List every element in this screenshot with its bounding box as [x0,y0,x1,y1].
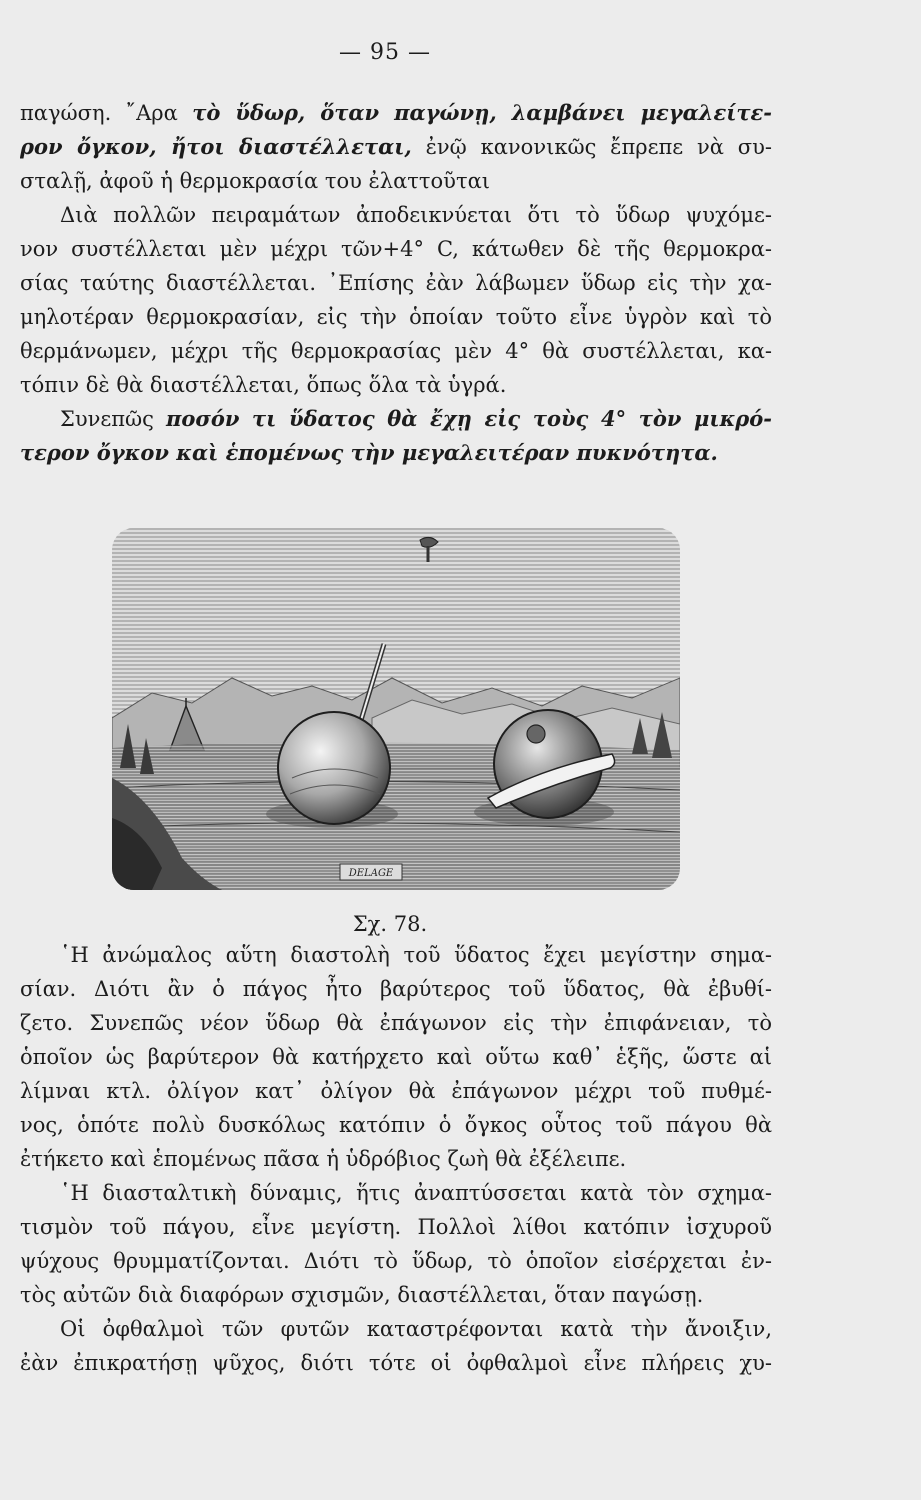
text-run: ἐνῷ κανονικῶς ἔπρεπε νὰ συ- [411,135,772,159]
text-line: Διὰ πολλῶν πειραμάτων ἀποδεικνύεται ὅτι τὸ ὕδωρ ψυχόμε- [60,203,772,227]
engraver-signature: DELAGE [348,868,394,879]
text-line: ῾Η ἀνώμαλος αὕτη διαστολὴ τοῦ ὕδατος ἔχει μεγίστην σημα- [60,943,772,967]
paragraph-anomalous-expansion [20,96,772,470]
text-run: παγώση. ῎Αρα [20,101,193,125]
text-line: ὁποῖον ὡς βαρύτερον θὰ κατήρχετο καὶ οὕτω καθ᾿ ἑξῆς, ὥστε αἱ [20,1045,772,1069]
text-line: σταλῇ, ἀφοῦ ἡ θερμοκρασία του ἐλαττοῦται [20,169,490,193]
text-line: σίαν. Διότι ἂν ὁ πάγος ἦτο βαρύτερος τοῦ ὕδατος, θὰ ἐβυθί- [20,977,772,1001]
text-line [20,96,772,130]
text-line: ζετο. Συνεπῶς νέον ὕδωρ θὰ ἐπάγωνον εἰς τὴν ἐπιφάνειαν, τὸ [20,1011,772,1035]
paragraph-significance [20,938,772,1380]
text-line: Οἱ ὀφθαλμοὶ τῶν φυτῶν καταστρέφονται κατὰ τὴν ἄνοιξιν, [60,1317,772,1341]
text-line [20,402,772,436]
text-line: σίας ταύτης διαστέλλεται. ᾿Επίσης ἐὰν λάβωμεν ὕδωρ εἰς τὴν χα- [20,271,772,295]
page-number: — 95 — [339,40,431,65]
emphasis-text: ποσόν τι ὕδατος θὰ ἔχῃ εἰς τοὺς 4° τὸν μικρό- [165,406,772,431]
text-run: Συνεπῶς [60,407,166,431]
text-line: ἐὰν ἐπικρατήσῃ ψῦχος, διότι τότε οἱ ὀφθαλμοὶ εἶνε πλήρεις χυ- [20,1351,772,1375]
text-line: ῾Η διασταλτικὴ δύναμις, ἥτις ἀναπτύσσεται κατὰ τὸν σχημα- [60,1181,772,1205]
text-line: νον συστέλλεται μὲν μέχρι τῶν+4° C, κάτωθεν δὲ τῆς θερμοκρα- [20,237,772,261]
text-line: μηλοτέραν θερμοκρασίαν, εἰς τὴν ὁποίαν τοῦτο εἶνε ὑγρὸν καὶ τὸ [20,305,772,329]
text-line: τόπιν δὲ θὰ διαστέλλεται, ὅπως ὅλα τὰ ὑγρά. [20,373,507,397]
text-line: θερμάνωμεν, μέχρι τῆς θερμοκρασίας μὲν 4° θὰ συστέλλεται, κα- [20,339,772,363]
engraving-figure [112,528,680,890]
emphasis-text: ρον ὄγκον, ἤτοι διαστέλλεται, [20,134,412,159]
text-line: ψύχους θρυμματίζονται. Διότι τὸ ὕδωρ, τὸ ὁποῖον εἰσέρχεται ἐν- [20,1249,772,1273]
text-line: τὸς αὐτῶν διὰ διαφόρων σχισμῶν, διαστέλλεται, ὅταν παγώσῃ. [20,1283,704,1307]
text-line: τερον ὄγκον καὶ ἑπομένως τὴν μεγαλειτέραν πυκνότητα. [20,440,718,465]
text-line [20,130,772,164]
text-line: τισμὸν τοῦ πάγου, εἶνε μεγίστη. Πολλοὶ λίθοι κατόπιν ἰσχυροῦ [20,1215,772,1239]
text-line: λίμναι κτλ. ὀλίγον κατ᾿ ὀλίγον θὰ ἐπάγωνον μέχρι τοῦ πυθμέ- [20,1079,772,1103]
figure-caption: Σχ. 78. [352,912,428,936]
text-line: νος, ὁπότε πολὺ δυσκόλως κατόπιν ὁ ὄγκος οὗτος τοῦ πάγου θὰ [20,1113,772,1137]
emphasis-text: τὸ ὕδωρ, ὅταν παγώνῃ, λαμβάνει μεγαλείτε- [192,100,772,125]
text-line: ἐτήκετο καὶ ἑπομένως πᾶσα ἡ ὑδρόβιος ζωὴ θὰ ἐξέλειπε. [20,1147,627,1171]
frozen-spheres-illustration [112,528,680,890]
